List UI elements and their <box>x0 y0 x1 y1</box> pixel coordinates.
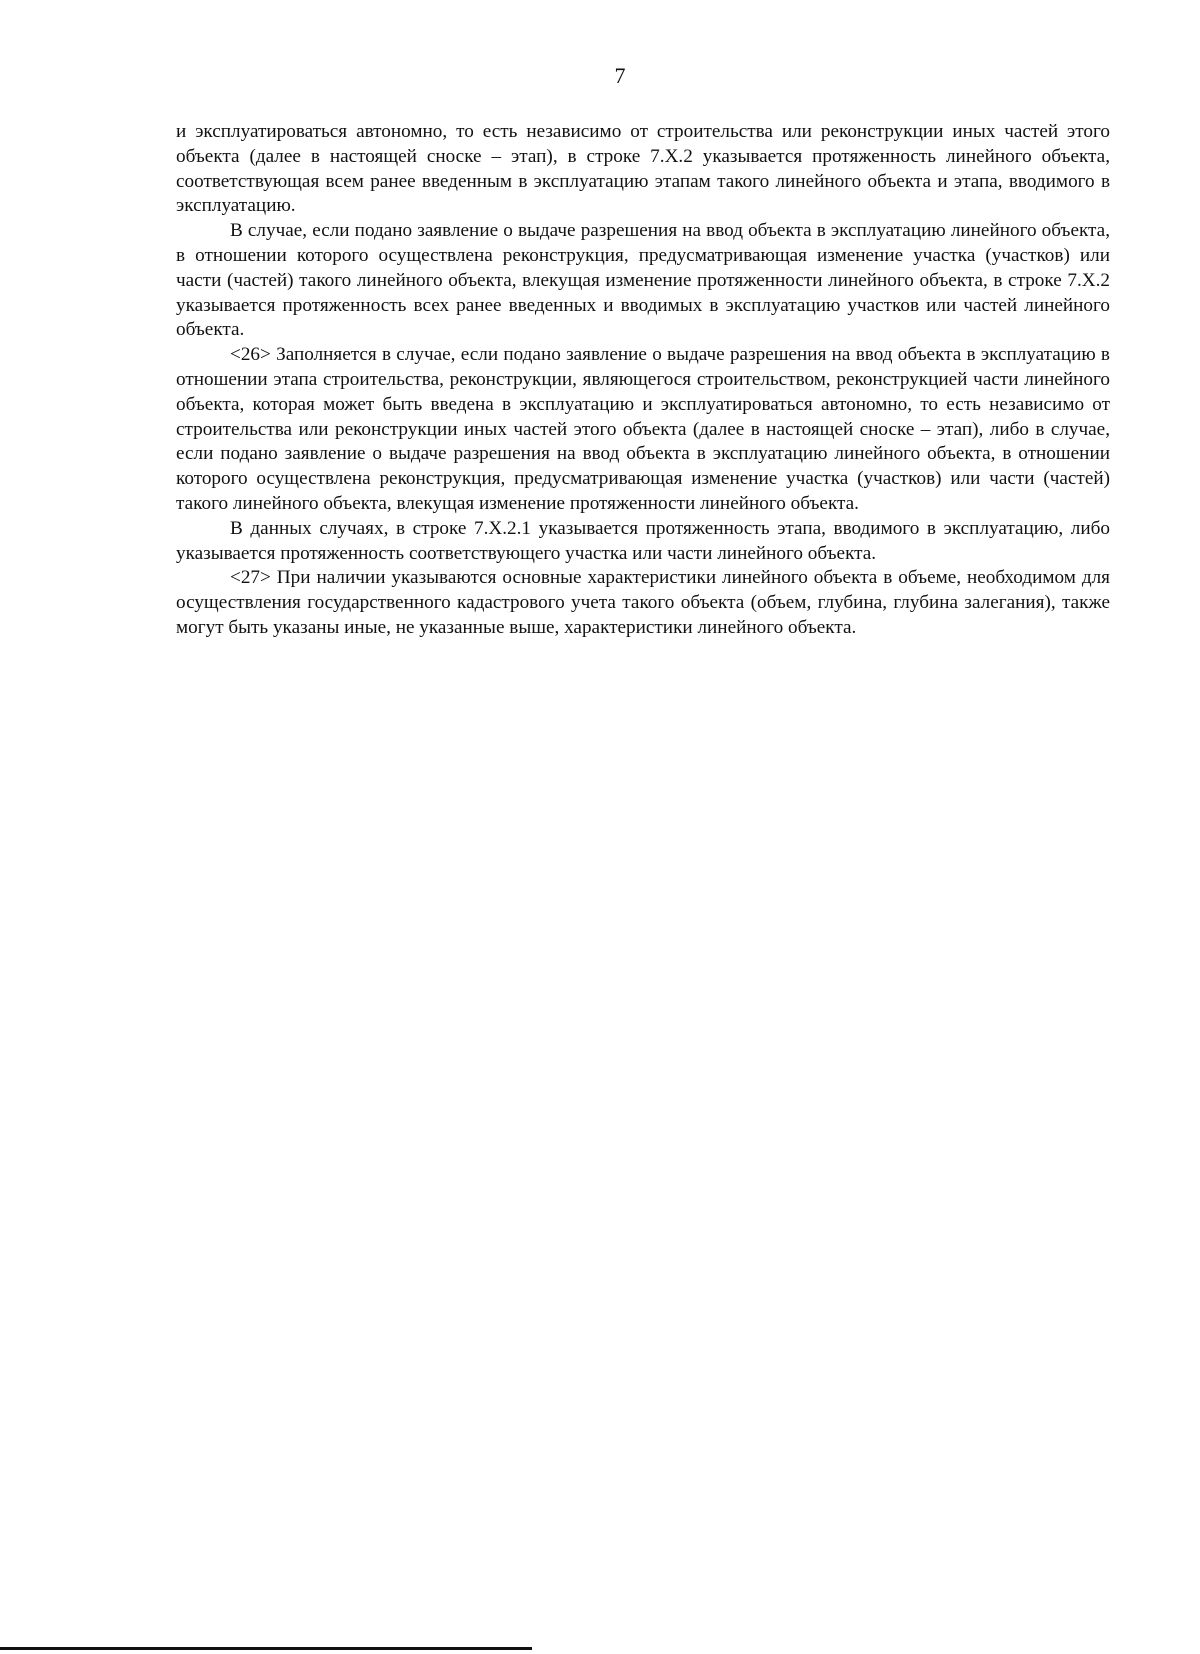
paragraph-length-cases: В данных случаях, в строке 7.Х.2.1 указывается протяженность этапа, вводимого в эксплуатацию, либо указывается протяженность соответствующего участка или части линейного объекта. <box>176 517 1110 564</box>
paragraph-continuation: и эксплуатироваться автономно, то есть независимо от строительства или реконструкции иных частей этого объекта (далее в настоящей сноске – этап), в строке 7.Х.2 указывается протяженность линейного объекта, соответствующая всем ранее введенным в эксплуатацию этапам такого линейного объекта и этапа, вводимого в эксплуатацию. <box>176 121 1110 217</box>
bottom-scan-rule <box>0 1647 532 1650</box>
page-number: 7 <box>614 63 626 88</box>
document-body <box>176 120 1110 641</box>
footnote-26: <26> Заполняется в случае, если подано заявление о выдаче разрешения на ввод объекта в эксплуатацию в отношении этапа строительства, реконструкции, являющегося строительством, реконструкцией части линейного объекта, которая может быть введена в эксплуатацию и эксплуатироваться автономно, то есть независимо от строительства или реконструкции иных частей этого объекта (далее в настоящей сноске – этап), либо в случае, если подано заявление о выдаче разрешения на ввод объекта в эксплуатацию линейного объекта, в отношении которого осуществлена реконструкция, предусматривающая изменение участка (участков) или части (частей) такого линейного объекта, влекущая изменение протяженности линейного объекта. <box>176 344 1110 514</box>
paragraph-reconstruction-case: В случае, если подано заявление о выдаче разрешения на ввод объекта в эксплуатацию линейного объекта, в отношении которого осуществлена реконструкция, предусматривающая изменение участка (участков) или части (частей) такого линейного объекта, влекущая изменение протяженности линейного объекта, в строке 7.Х.2 указывается протяженность всех ранее введенных и вводимых в эксплуатацию участков или частей линейного объекта. <box>176 220 1110 341</box>
footnote-27: <27> При наличии указываются основные характеристики линейного объекта в объеме, необходимом для осуществления государственного кадастрового учета такого объекта (объем, глубина, глубина залегания), также могут быть указаны иные, не указанные выше, характеристики линейного объекта. <box>176 567 1110 638</box>
